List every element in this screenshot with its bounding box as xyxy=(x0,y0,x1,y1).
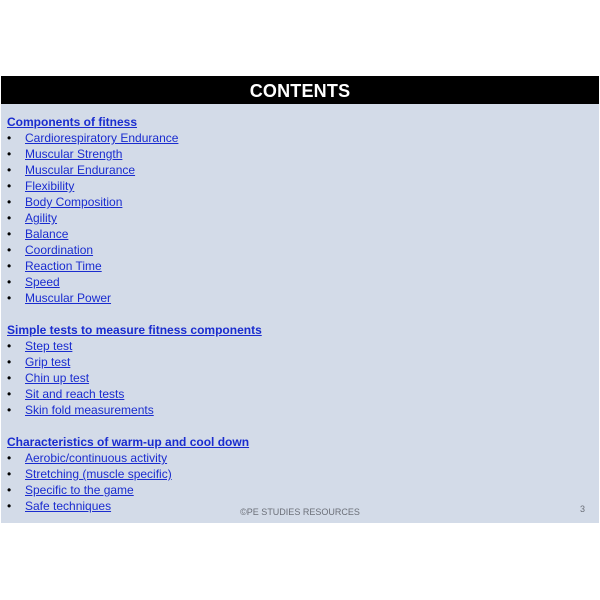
bullet-icon: • xyxy=(7,131,12,145)
link-safe-techniques[interactable]: Safe techniques xyxy=(25,499,112,513)
list-item xyxy=(7,402,567,418)
link-specific-to-the-game[interactable]: Specific to the game xyxy=(25,483,134,497)
list-item xyxy=(7,210,567,226)
bullet-icon: • xyxy=(7,147,12,161)
list-item xyxy=(7,338,567,354)
bullet-icon: • xyxy=(7,355,12,369)
section-heading-components[interactable]: Components of fitness xyxy=(7,115,138,129)
slide xyxy=(1,76,599,523)
list-item xyxy=(7,482,567,498)
bullet-icon: • xyxy=(7,163,12,177)
list-item xyxy=(7,226,567,242)
bullet-icon: • xyxy=(7,451,12,465)
link-aerobic-continuous-activity[interactable]: Aerobic/continuous activity xyxy=(25,451,168,465)
bullet-icon: • xyxy=(7,499,12,513)
section-spacer xyxy=(7,306,567,322)
section-heading-warm-up[interactable]: Characteristics of warm-up and cool down xyxy=(7,435,250,449)
list-item xyxy=(7,130,567,146)
list-item xyxy=(7,370,567,386)
list-item xyxy=(7,242,567,258)
page-number: 3 xyxy=(579,504,585,514)
list-item xyxy=(7,194,567,210)
footer-copyright: ©PE STUDIES RESOURCES xyxy=(240,507,360,517)
section-items-fitness-tests xyxy=(7,338,567,418)
bullet-icon: • xyxy=(7,275,12,289)
contents-list xyxy=(7,114,567,514)
bullet-icon: • xyxy=(7,211,12,225)
link-grip-test[interactable]: Grip test xyxy=(25,355,71,369)
list-item xyxy=(7,178,567,194)
section-items-warm-up xyxy=(7,450,567,514)
link-body-composition[interactable]: Body Composition xyxy=(25,195,123,209)
bullet-icon: • xyxy=(7,259,12,273)
link-speed[interactable]: Speed xyxy=(25,275,60,289)
list-item xyxy=(7,258,567,274)
link-muscular-power[interactable]: Muscular Power xyxy=(25,291,112,305)
list-item xyxy=(7,274,567,290)
bullet-icon: • xyxy=(7,467,12,481)
bullet-icon: • xyxy=(7,483,12,497)
link-muscular-endurance[interactable]: Muscular Endurance xyxy=(25,163,136,177)
link-flexibility[interactable]: Flexibility xyxy=(25,179,75,193)
link-balance[interactable]: Balance xyxy=(25,227,69,241)
bullet-icon: • xyxy=(7,195,12,209)
link-agility[interactable]: Agility xyxy=(25,211,58,225)
section-items-components xyxy=(7,130,567,306)
bullet-icon: • xyxy=(7,243,12,257)
section-spacer xyxy=(7,418,567,434)
list-item xyxy=(7,386,567,402)
link-step-test[interactable]: Step test xyxy=(25,339,73,353)
slide-title: CONTENTS xyxy=(1,76,599,104)
link-chin-up-test[interactable]: Chin up test xyxy=(25,371,90,385)
link-sit-and-reach-tests[interactable]: Sit and reach tests xyxy=(25,387,125,401)
list-item xyxy=(7,354,567,370)
link-skin-fold-measurements[interactable]: Skin fold measurements xyxy=(25,403,154,417)
link-cardiorespiratory-endurance[interactable]: Cardiorespiratory Endurance xyxy=(25,131,179,145)
bullet-icon: • xyxy=(7,387,12,401)
link-muscular-strength[interactable]: Muscular Strength xyxy=(25,147,123,161)
list-item xyxy=(7,466,567,482)
link-reaction-time[interactable]: Reaction Time xyxy=(25,259,102,273)
link-stretching[interactable]: Stretching (muscle specific) xyxy=(25,467,172,481)
bullet-icon: • xyxy=(7,403,12,417)
link-coordination[interactable]: Coordination xyxy=(25,243,94,257)
list-item xyxy=(7,162,567,178)
bullet-icon: • xyxy=(7,179,12,193)
bullet-icon: • xyxy=(7,291,12,305)
list-item xyxy=(7,290,567,306)
section-heading-fitness-tests[interactable]: Simple tests to measure fitness components xyxy=(7,323,262,337)
bullet-icon: • xyxy=(7,227,12,241)
bullet-icon: • xyxy=(7,371,12,385)
list-item xyxy=(7,146,567,162)
bullet-icon: • xyxy=(7,339,12,353)
list-item xyxy=(7,450,567,466)
